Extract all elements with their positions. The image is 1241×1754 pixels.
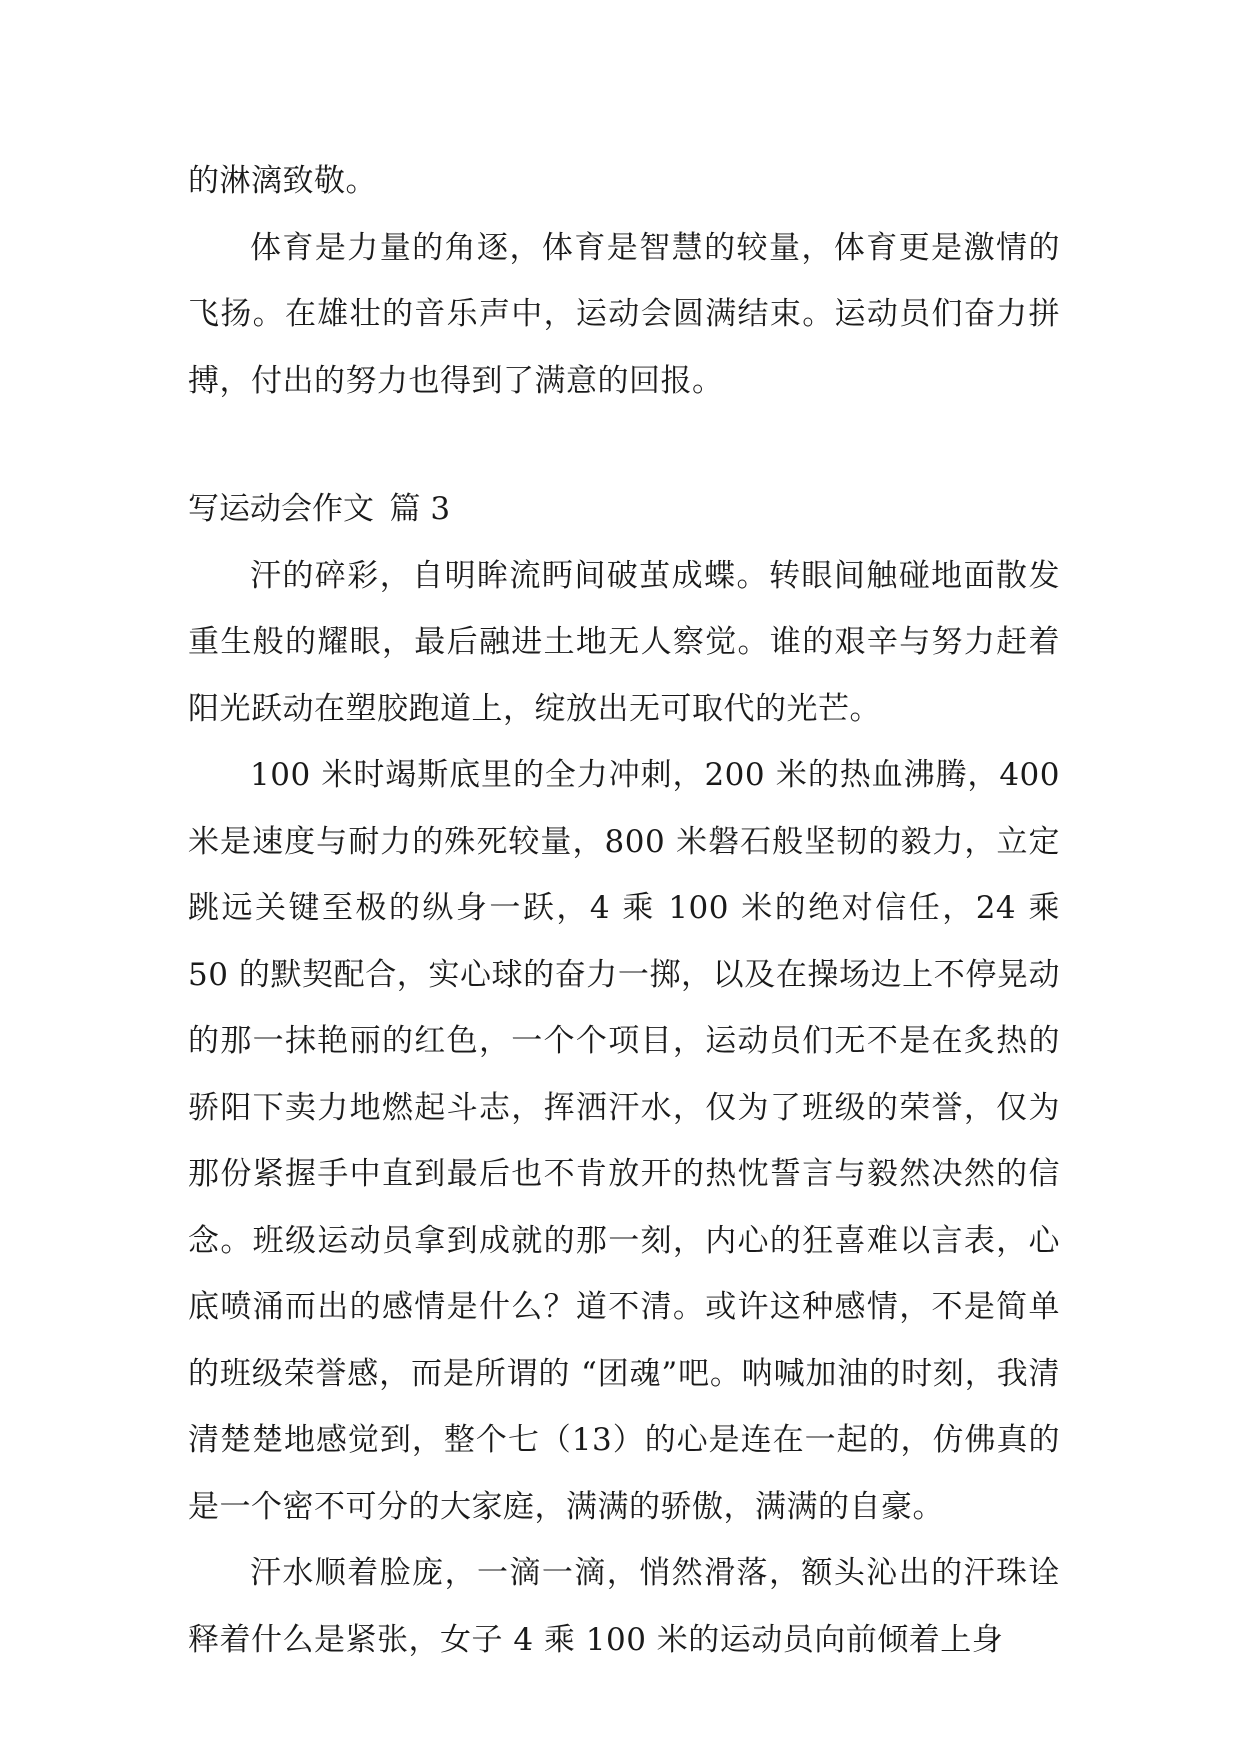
- paragraph-events: 100 米时竭斯底里的全力冲刺，200 米的热血沸腾，400 米是速度与耐力的殊死较量，800 米磐石般坚韧的毅力，立定跳远关键至极的纵身一跃，4 乘 100 米的绝对信任，24 乘 50 的默契配合，实心球的奋力一掷，以及在操场边上不停晃动的那一抹艳丽的红色，一个个项目，运动员们无不是在炙热的骄阳下卖力地燃起斗志，挥洒汗水，仅为了班级的荣誉，仅为那份紧握手中直到最后也不肯放开的热忱誓言与毅然决然的信念。班级运动员拿到成就的那一刻，内心的狂喜难以言表，心底喷涌而出的感情是什么？道不清。或许这种感情，不是简单的班级荣誉感，而是所谓的 “团魂”吧。呐喊加油的时刻，我清清楚楚地感觉到，整个七（13）的心是连在一起的，仿佛真的是一个密不可分的大家庭，满满的骄傲，满满的自豪。: [188, 757, 1060, 1525]
- paragraph-relay: 汗水顺着脸庞，一滴一滴，悄然滑落，额头沁出的汗珠诠释着什么是紧张，女子 4 乘 100 米的运动员向前倾着上身: [188, 1555, 1060, 1658]
- section-heading: [188, 476, 1060, 543]
- heading-title: 写运动会作文: [188, 491, 374, 527]
- paragraph-sport: 体育是力量的角逐，体育是智慧的较量，体育更是激情的飞扬。在雄壮的音乐声中，运动会圆满结束。运动员们奋力拼搏，付出的努力也得到了满意的回报。: [188, 229, 1060, 399]
- paragraph-sweat: 汗的碎彩，自明眸流眄间破茧成蝶。转眼间触碰地面散发重生般的耀眼，最后融进土地无人察觉。谁的艰辛与努力赶着阳光跃动在塑胶跑道上，绽放出无可取代的光芒。: [188, 557, 1060, 727]
- heading-number: 篇 3: [389, 491, 451, 527]
- document-page: [188, 148, 1060, 1673]
- paragraph-continued: 的淋漓致敬。: [188, 163, 377, 199]
